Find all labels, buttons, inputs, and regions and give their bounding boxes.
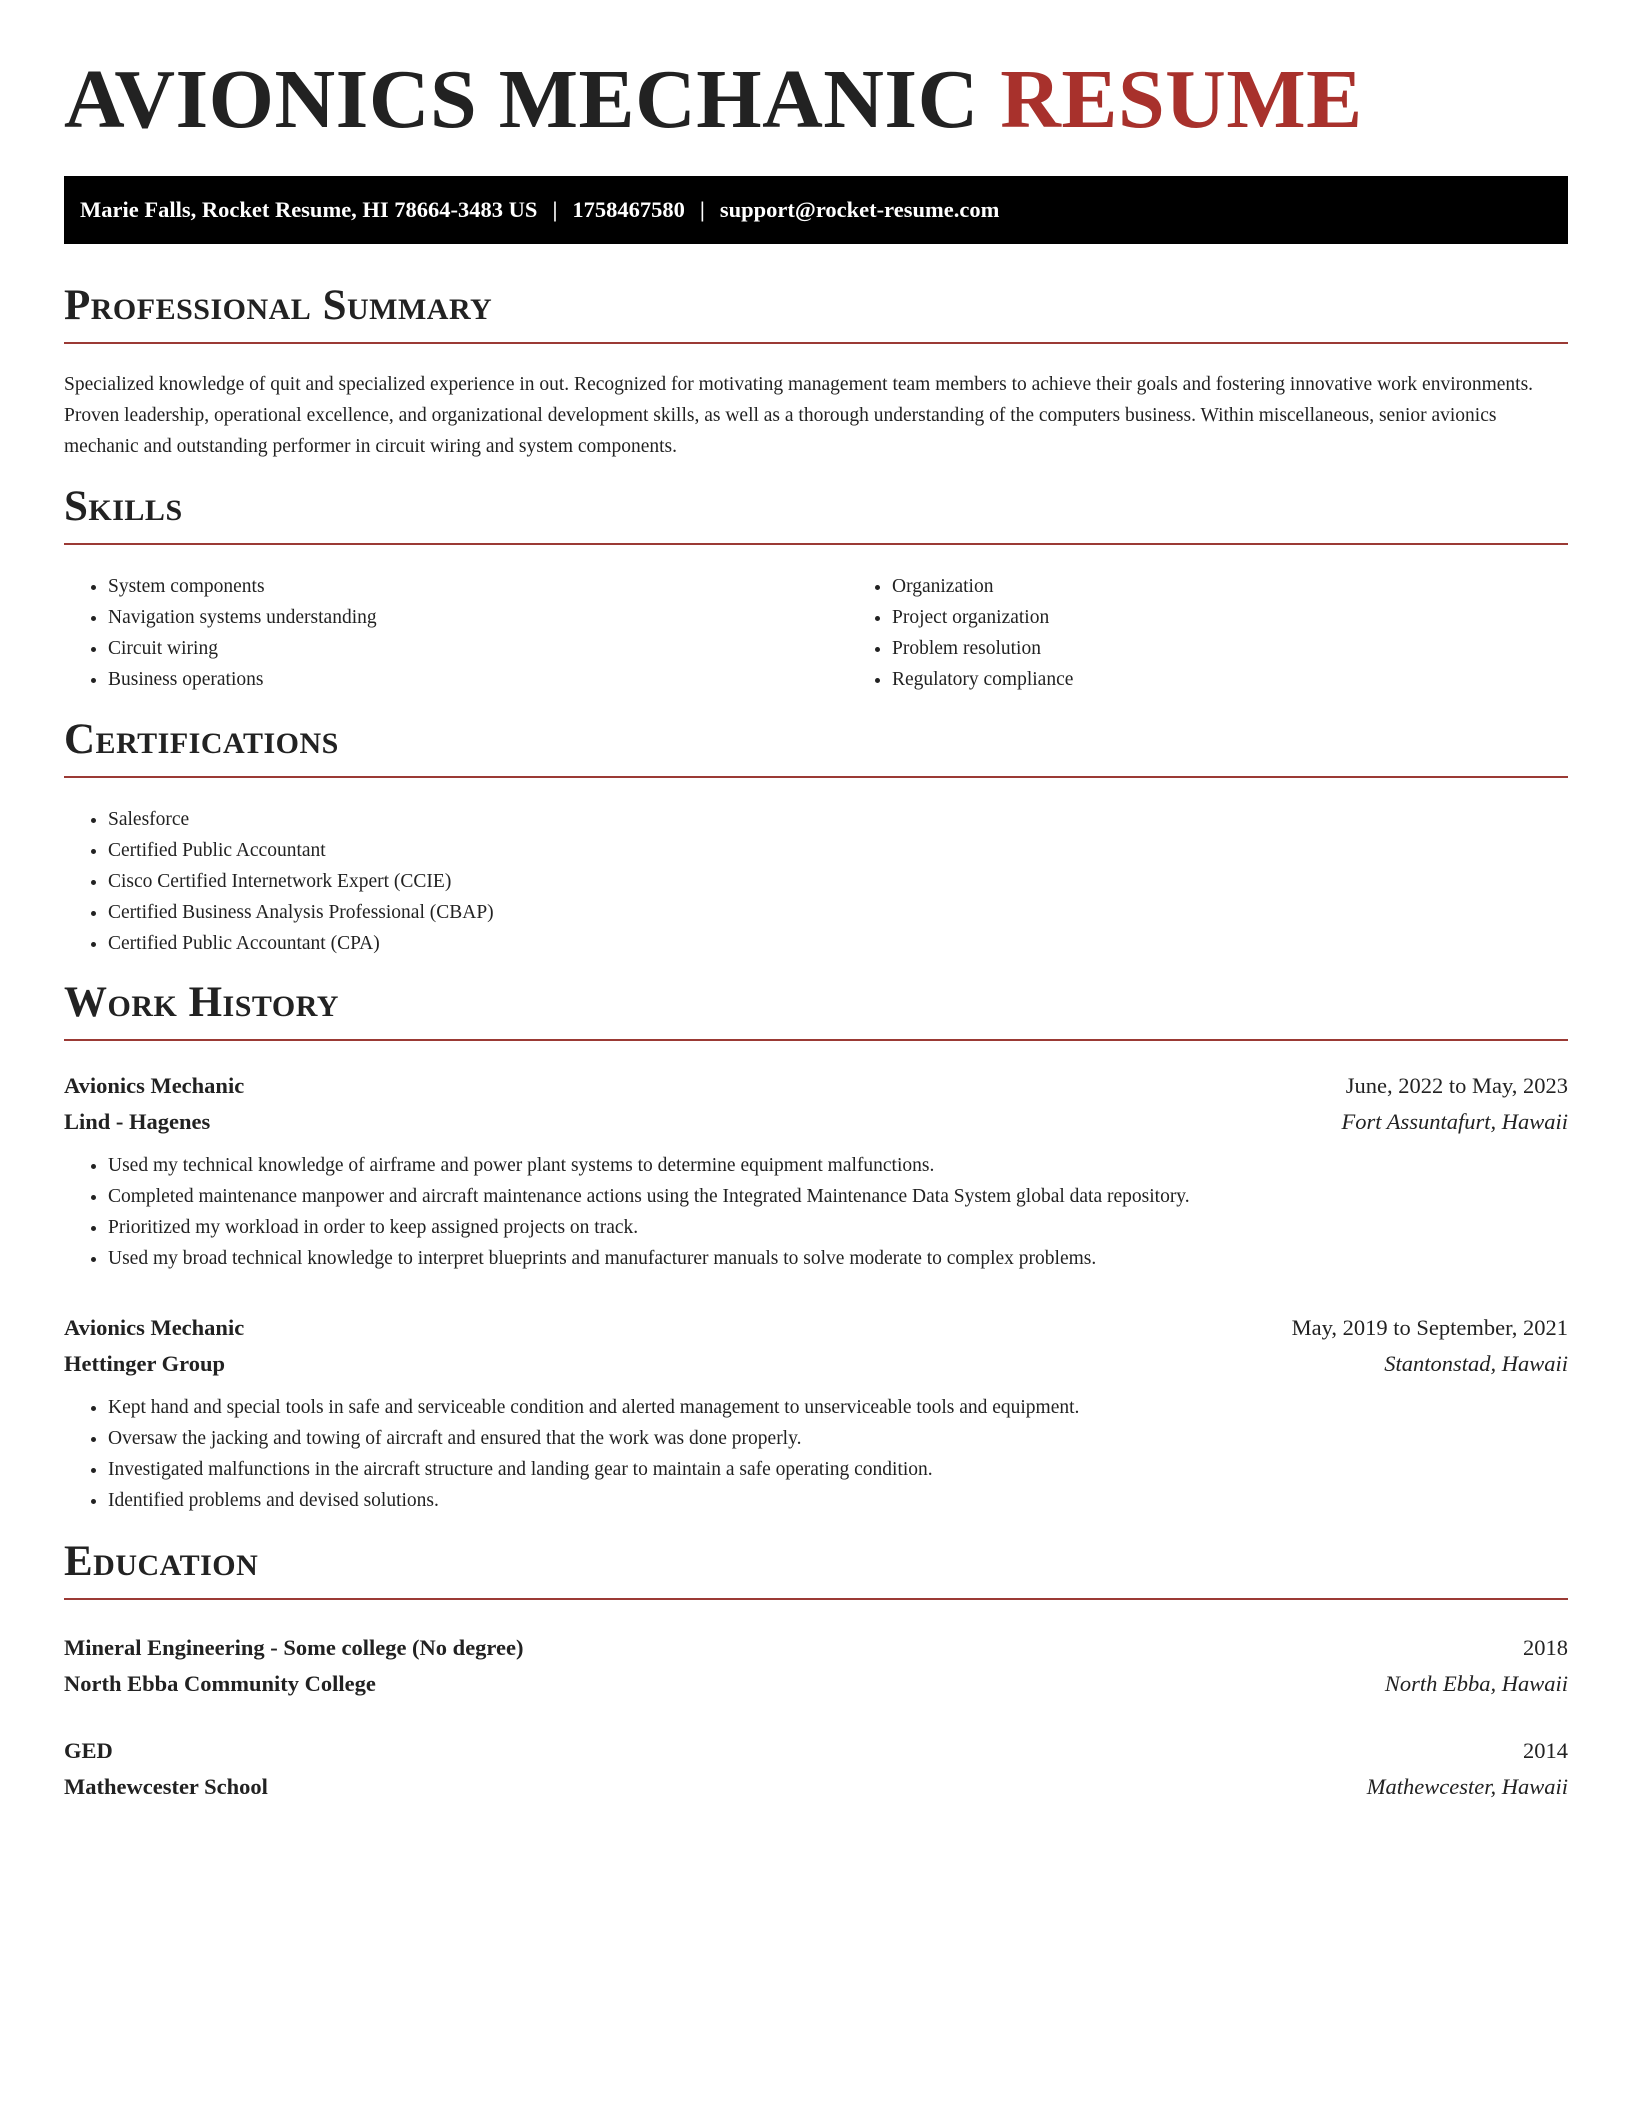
education-location: North Ebba, Hawaii [1384, 1671, 1568, 1696]
education-location: Mathewcester, Hawaii [1366, 1774, 1568, 1799]
job-entry [64, 1310, 1568, 1516]
job-duty: • Used my broad technical knowledge to interpret blueprints and manufacturer manuals to solve moderate to complex problems. [108, 1243, 1568, 1274]
contact-email: support@rocket-resume.com [719, 197, 1000, 222]
job-location: Fort Assuntafurt, Hawaii [1341, 1109, 1568, 1134]
education-year: 2018 [1523, 1635, 1568, 1660]
job-duties [64, 1392, 1568, 1516]
skills-column-left [64, 571, 848, 695]
certification-item: • Cisco Certified Internetwork Expert (CCIE) [108, 866, 494, 897]
title-accent: RESUME [1000, 53, 1363, 146]
skill-item: • Organization [892, 571, 1632, 602]
resume-title [64, 50, 1363, 151]
job-duty: • Investigated malfunctions in the aircraft structure and landing gear to maintain a safe operating condition. [108, 1454, 1568, 1485]
education-year: 2014 [1523, 1738, 1568, 1763]
education-degree: GED [64, 1738, 113, 1763]
job-duties [64, 1150, 1568, 1274]
contact-separator: | [552, 197, 558, 222]
skill-item: • Business operations [108, 664, 848, 695]
job-dates: June, 2022 to May, 2023 [1345, 1073, 1568, 1098]
skill-item: • Problem resolution [892, 633, 1632, 664]
skill-item: • System components [108, 571, 848, 602]
education-degree: Mineral Engineering - Some college (No degree) [64, 1635, 524, 1660]
skill-item: • Navigation systems understanding [108, 602, 848, 633]
certification-item: • Certified Public Accountant (CPA) [108, 928, 494, 959]
skill-item: • Regulatory compliance [892, 664, 1632, 695]
skill-item: • Circuit wiring [108, 633, 848, 664]
job-duty: • Prioritized my workload in order to keep assigned projects on track. [108, 1212, 1568, 1243]
education-school: Mathewcester School [64, 1774, 268, 1799]
certifications-list [64, 804, 494, 959]
contact-address: Marie Falls, Rocket Resume, HI 78664-3483 US [80, 197, 538, 222]
job-title: Avionics Mechanic [64, 1073, 245, 1098]
title-main: AVIONICS MECHANIC [64, 53, 979, 146]
certification-item: • Certified Public Accountant [108, 835, 494, 866]
skills-list [64, 571, 1568, 695]
job-location: Stantonstad, Hawaii [1384, 1351, 1568, 1376]
skill-item: • Project organization [892, 602, 1632, 633]
certifications-heading: Certifications [64, 714, 1568, 778]
job-duty: • Used my technical knowledge of airframe and power plant systems to determine equipment malfunctions. [108, 1150, 1568, 1181]
job-duty: • Identified problems and devised solutions. [108, 1485, 1568, 1516]
certification-item: • Certified Business Analysis Professional (CBAP) [108, 897, 494, 928]
job-title: Avionics Mechanic [64, 1315, 245, 1340]
summary-heading: Professional Summary [64, 280, 1568, 344]
skills-heading: Skills [64, 481, 1568, 545]
contact-phone: 1758467580 [572, 197, 685, 222]
job-duty: • Oversaw the jacking and towing of aircraft and ensured that the work was done properly. [108, 1423, 1568, 1454]
education-school: North Ebba Community College [64, 1671, 376, 1696]
job-duty: • Kept hand and special tools in safe and serviceable condition and alerted management to unserviceable tools and equipment. [108, 1392, 1568, 1423]
job-company: Lind - Hagenes [64, 1109, 211, 1134]
education-entry [64, 1630, 1568, 1702]
education-heading: Education [64, 1536, 1568, 1600]
education-entry [64, 1733, 1568, 1805]
summary-text: Specialized knowledge of quit and specialized experience in out. Recognized for motivating management team members to achieve their goals and fostering innovative work environments. Proven leadership, operational excellence, and organizational development skills, as well as a thorough understanding of the computers business. Within miscellaneous, senior avionics mechanic and outstanding performer in circuit wiring and system components. [64, 374, 1534, 457]
job-duty: • Completed maintenance manpower and aircraft maintenance actions using the Integrated Maintenance Data System global data repository. [108, 1181, 1568, 1212]
skills-column-right [848, 571, 1632, 695]
contact-bar [64, 176, 1568, 244]
certification-item: • Salesforce [108, 804, 494, 835]
contact-separator: | [699, 197, 705, 222]
job-company: Hettinger Group [64, 1351, 226, 1376]
job-entry [64, 1068, 1568, 1274]
work-history-heading: Work History [64, 977, 1568, 1041]
job-dates: May, 2019 to September, 2021 [1291, 1315, 1568, 1340]
